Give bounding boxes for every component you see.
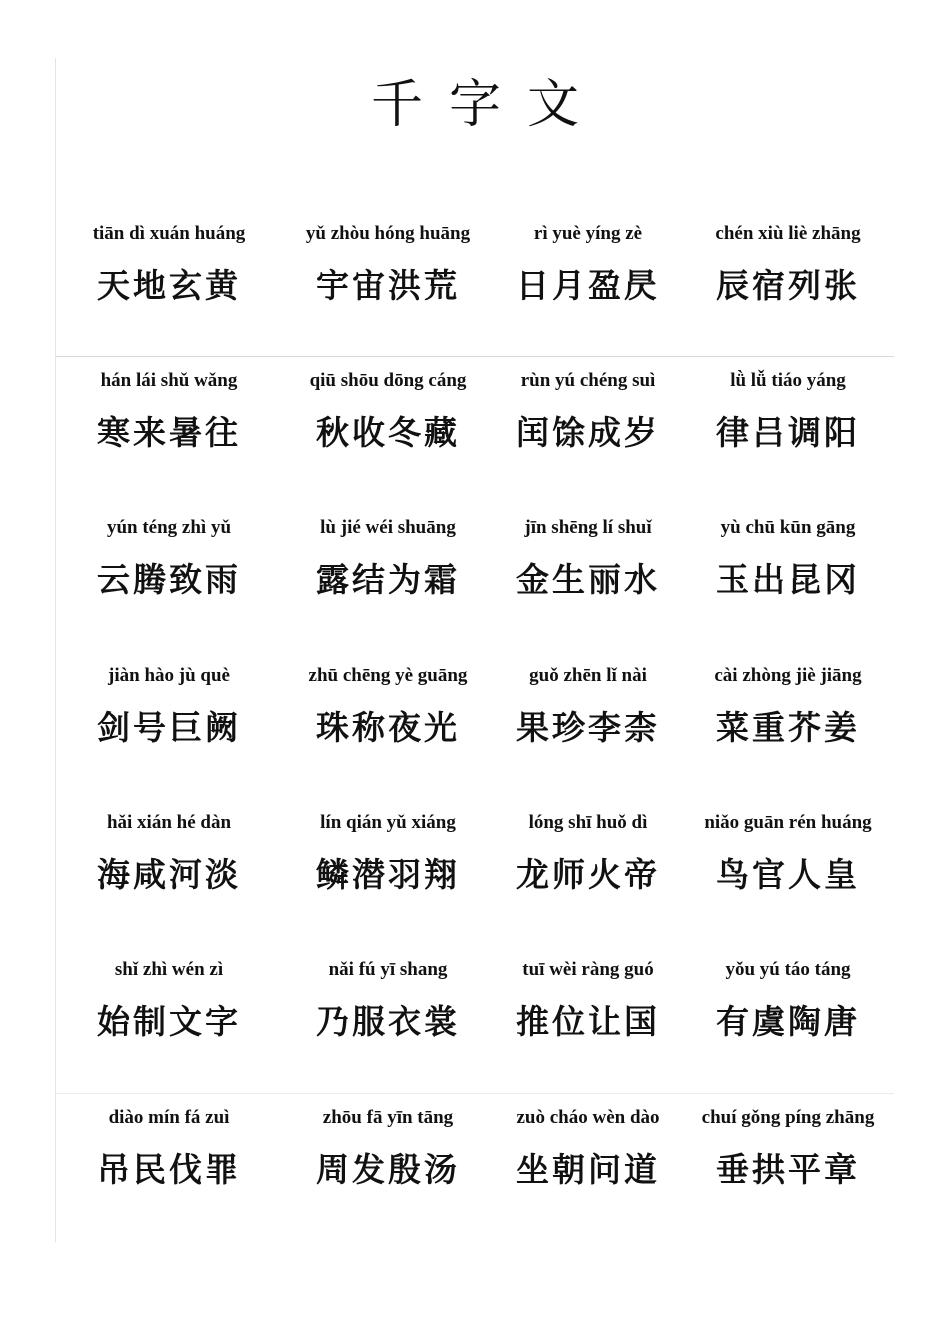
hanzi-text: 菜重芥姜 (716, 708, 860, 747)
hanzi-text: 坐朝问道 (516, 1150, 660, 1189)
hanzi-text: 天地玄黄 (97, 266, 241, 305)
verse-cell (288, 516, 488, 600)
pinyin-text: zhū chēng yè guāng (308, 665, 468, 686)
verse-cell (288, 958, 488, 1042)
verse-cell (288, 369, 488, 453)
hanzi-text: 日月盈昃 (516, 266, 660, 305)
pinyin-text: zhōu fā yīn tāng (322, 1107, 454, 1128)
pinyin-text: jīn shēng lí shuǐ (524, 517, 652, 538)
hanzi-text: 吊民伐罪 (97, 1150, 241, 1189)
page-title: 千字文 (370, 75, 605, 135)
verse-cell (288, 222, 488, 306)
verse-row (0, 516, 950, 626)
pinyin-text: lù jié wéi shuāng (320, 517, 456, 538)
hanzi-text: 辰宿列张 (716, 266, 860, 305)
verse-row (0, 664, 950, 774)
verse-cell (488, 516, 688, 600)
pinyin-text: niǎo guān rén huáng (704, 812, 872, 833)
pinyin-text: lǜ lǚ tiáo yáng (730, 370, 846, 391)
verse-cell (69, 811, 269, 895)
pinyin-text: cài zhòng jiè jiāng (714, 665, 862, 686)
verse-row (0, 222, 950, 332)
hanzi-text: 推位让国 (516, 1002, 660, 1041)
pinyin-text: hǎi xián hé dàn (106, 812, 232, 833)
verse-cell (488, 222, 688, 306)
pinyin-text: zuò cháo wèn dào (516, 1107, 660, 1128)
hanzi-text: 露结为霜 (316, 560, 460, 599)
verse-cell (69, 664, 269, 748)
verse-cell (488, 958, 688, 1042)
hanzi-text: 龙师火帝 (516, 855, 660, 894)
hanzi-text: 秋收冬藏 (316, 413, 460, 452)
hanzi-text: 乃服衣裳 (316, 1002, 460, 1041)
verse-cell (69, 222, 269, 306)
verse-cell (688, 811, 888, 895)
hanzi-text: 鳞潜羽翔 (316, 855, 460, 894)
pinyin-text: chuí gǒng píng zhāng (701, 1107, 875, 1128)
verse-cell (488, 811, 688, 895)
pinyin-text: hán lái shǔ wǎng (100, 370, 238, 391)
hanzi-text: 宇宙洪荒 (316, 266, 460, 305)
pinyin-text: yǔ zhòu hóng huāng (305, 223, 471, 244)
verse-row (0, 369, 950, 479)
hanzi-text: 金生丽水 (516, 560, 660, 599)
pinyin-text: yù chū kūn gāng (720, 517, 856, 538)
pinyin-text: nǎi fú yī shang (328, 959, 448, 980)
verse-cell (69, 958, 269, 1042)
pinyin-text: shǐ zhì wén zì (114, 959, 224, 980)
verse-cell (688, 958, 888, 1042)
pinyin-text: lóng shī huǒ dì (528, 812, 648, 833)
hanzi-text: 玉出昆冈 (716, 560, 860, 599)
verse-cell (288, 811, 488, 895)
pinyin-text: yún téng zhì yǔ (106, 517, 232, 538)
verse-cell (688, 664, 888, 748)
verse-cell (69, 516, 269, 600)
pinyin-text: tuī wèi ràng guó (522, 959, 654, 980)
pinyin-text: tiān dì xuán huáng (92, 223, 246, 244)
pinyin-text: qiū shōu dōng cáng (309, 370, 467, 391)
hanzi-text: 云腾致雨 (97, 560, 241, 599)
hanzi-text: 果珍李柰 (516, 708, 660, 747)
verse-cell (688, 516, 888, 600)
pinyin-text: rùn yú chéng suì (520, 370, 656, 391)
verse-cell (488, 369, 688, 453)
hanzi-text: 垂拱平章 (716, 1150, 860, 1189)
hanzi-text: 始制文字 (97, 1002, 241, 1041)
divider-line (56, 1093, 894, 1094)
hanzi-text: 周发殷汤 (316, 1150, 460, 1189)
verse-row (0, 958, 950, 1068)
verse-cell (688, 222, 888, 306)
hanzi-text: 剑号巨阙 (97, 708, 241, 747)
pinyin-text: rì yuè yíng zè (533, 223, 643, 244)
pinyin-text: chén xiù liè zhāng (715, 223, 861, 244)
verse-cell (69, 1106, 269, 1190)
pinyin-text: lín qián yǔ xiáng (320, 812, 456, 833)
hanzi-text: 寒来暑往 (97, 413, 241, 452)
hanzi-text: 海咸河淡 (97, 855, 241, 894)
hanzi-text: 鸟官人皇 (716, 855, 860, 894)
verse-cell (69, 369, 269, 453)
pinyin-text: diào mín fá zuì (108, 1107, 230, 1128)
pinyin-text: guǒ zhēn lǐ nài (529, 665, 647, 686)
pinyin-text: jiàn hào jù què (108, 665, 230, 686)
hanzi-text: 有虞陶唐 (716, 1002, 860, 1041)
verse-cell (288, 664, 488, 748)
verse-cell (488, 1106, 688, 1190)
pinyin-text: yǒu yú táo táng (725, 959, 851, 980)
hanzi-text: 珠称夜光 (316, 708, 460, 747)
verse-cell (288, 1106, 488, 1190)
verse-cell (688, 1106, 888, 1190)
divider-line (56, 356, 894, 357)
hanzi-text: 闰馀成岁 (516, 413, 660, 452)
hanzi-text: 律吕调阳 (716, 413, 860, 452)
verse-cell (488, 664, 688, 748)
verse-row (0, 811, 950, 921)
verse-cell (688, 369, 888, 453)
verse-row (0, 1106, 950, 1216)
